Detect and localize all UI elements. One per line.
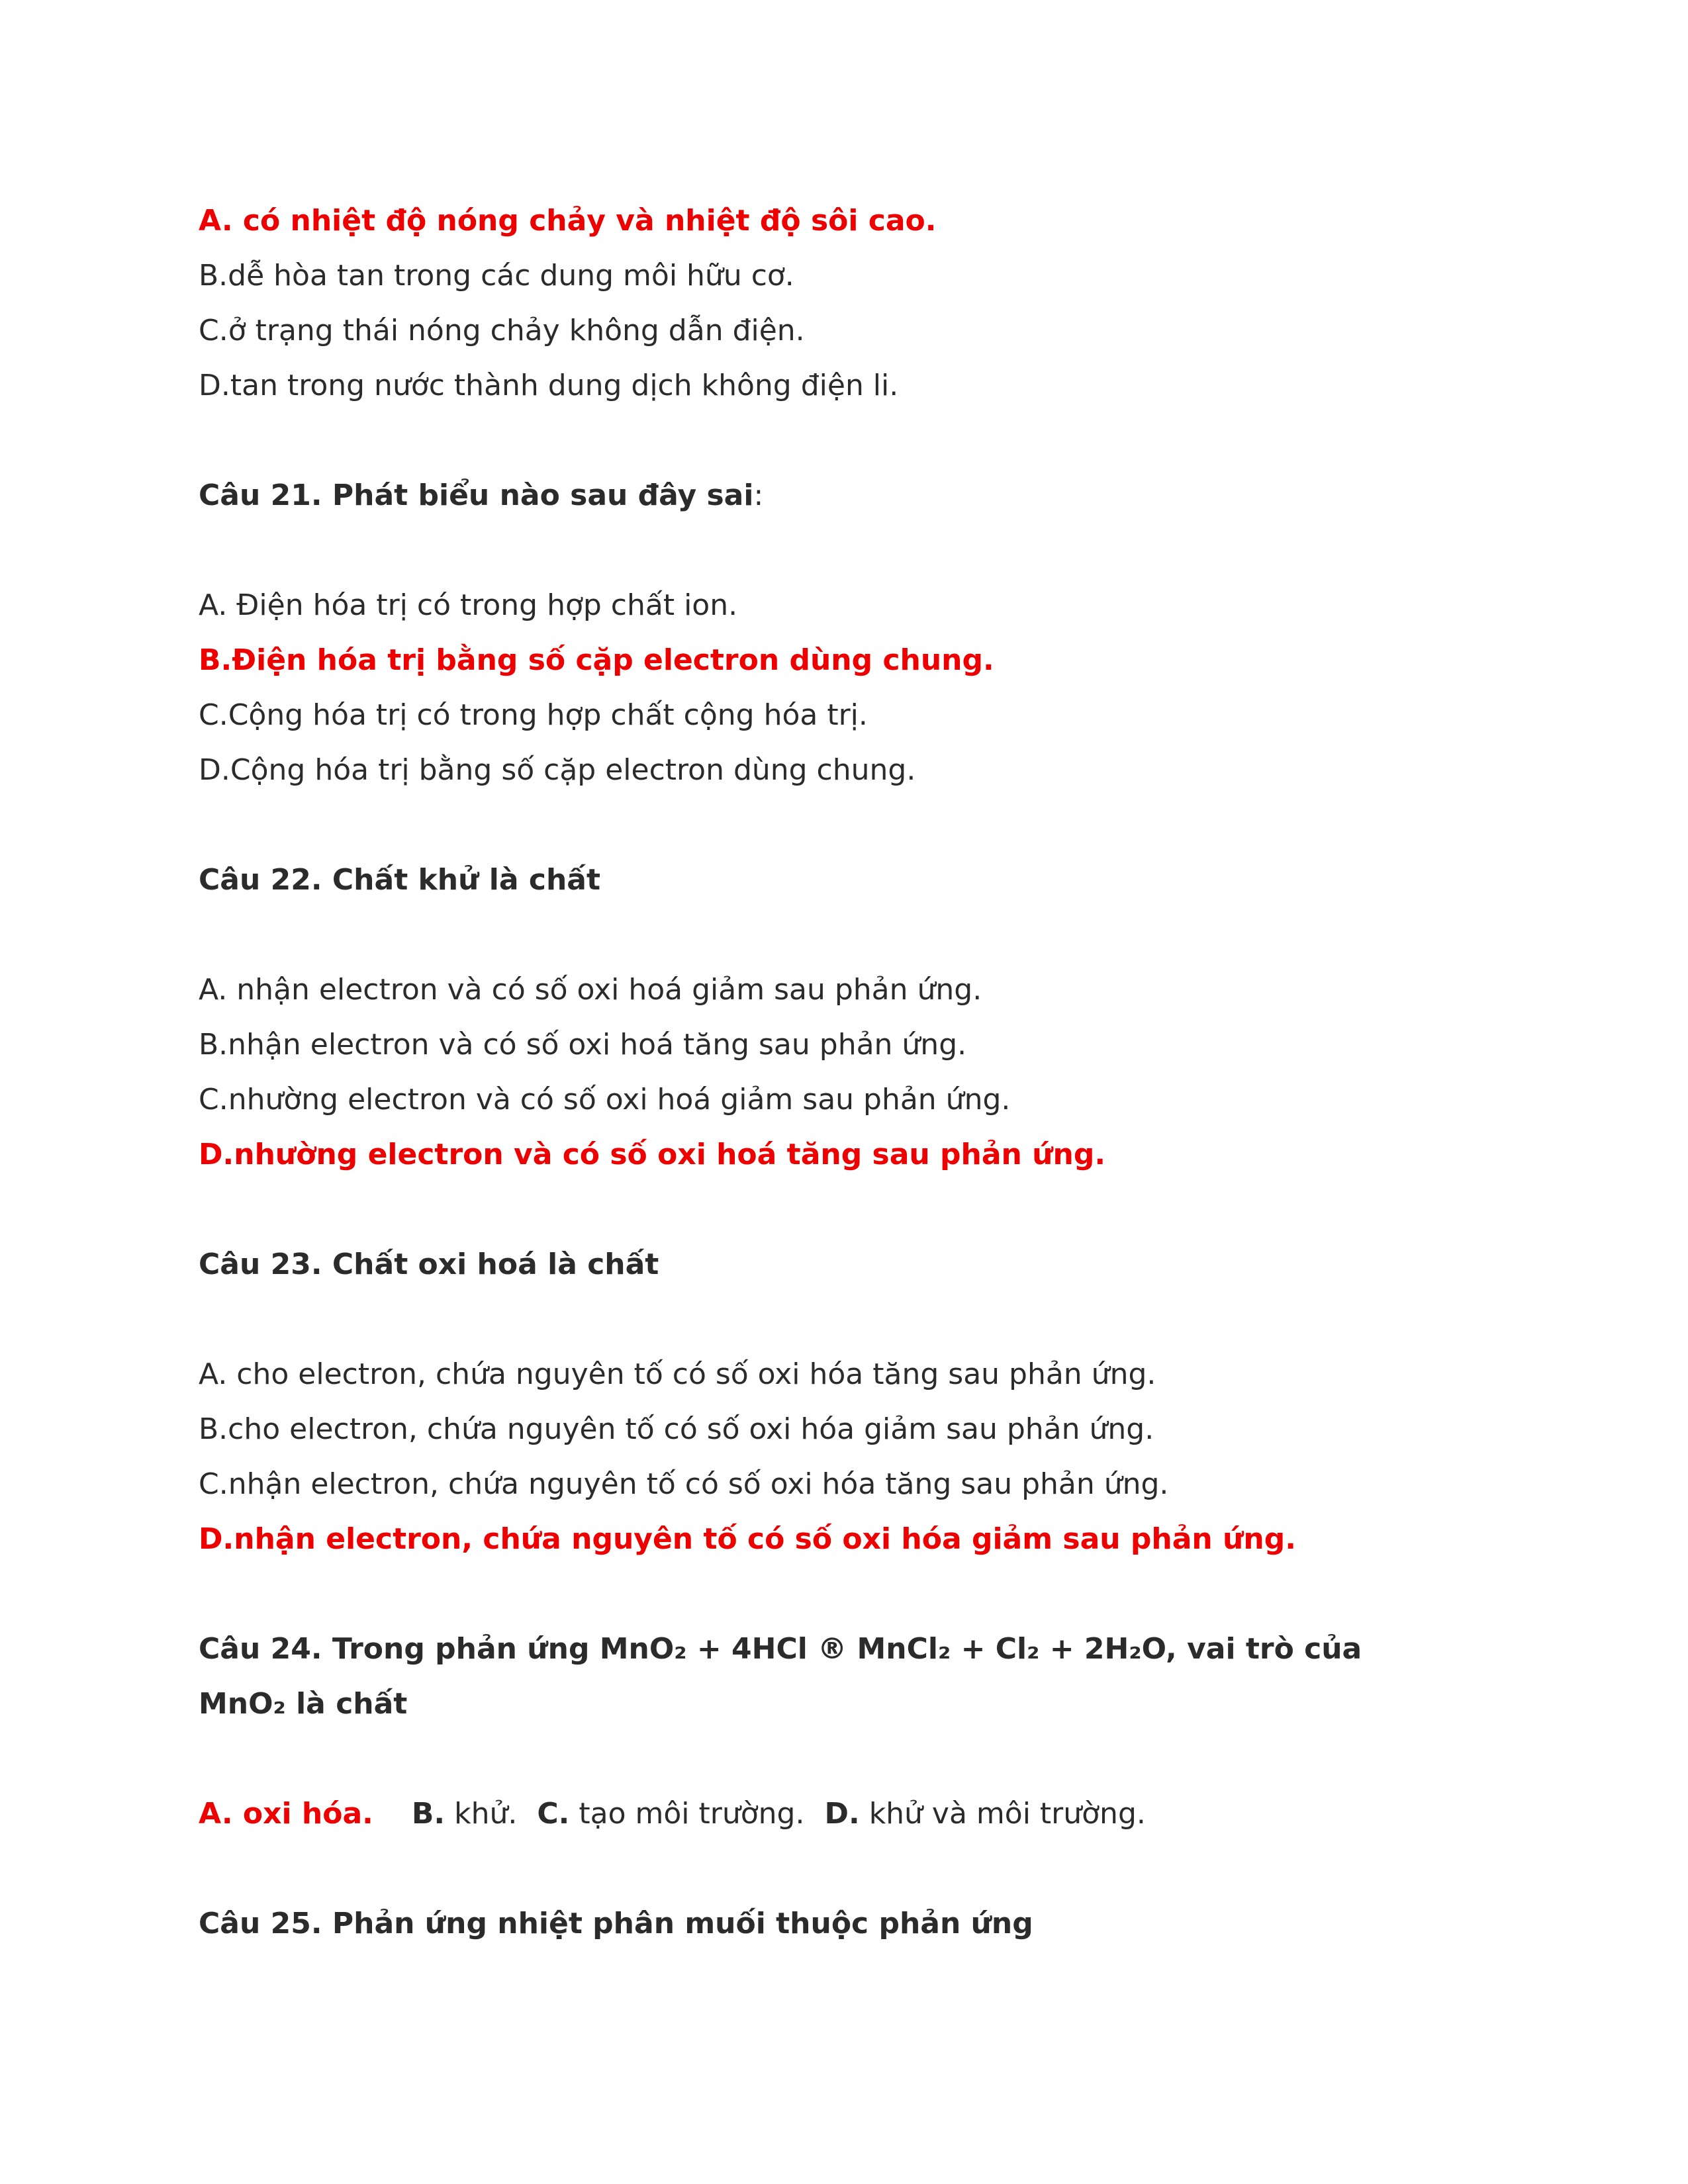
prev-option-d: D.tan trong nước thành dung dịch không điện li.	[199, 369, 899, 402]
question-24-options-row	[199, 1786, 1489, 1841]
question-22-option-a: A. nhận electron và có số oxi hoá giảm sau phản ứng.	[199, 973, 982, 1007]
spacer	[199, 797, 1489, 852]
question-24-title-line-1: Câu 24. Trong phản ứng MnO₂ + 4HCl ® MnCl₂ + Cl₂ + 2H₂O, vai trò của	[199, 1632, 1362, 1666]
spacer	[199, 907, 1489, 962]
spacer	[199, 1567, 1489, 1621]
question-21-option-d: D.Cộng hóa trị bằng số cặp electron dùng chung.	[199, 753, 916, 787]
question-21-title-text: Câu 21. Phát biểu nào sau đây sai	[199, 478, 754, 512]
question-22-option-d-correct: D.nhường electron và có số oxi hoá tăng sau phản ứng.	[199, 1138, 1106, 1171]
question-23-option-c: C.nhận electron, chứa nguyên tố có số oxi hóa tăng sau phản ứng.	[199, 1467, 1169, 1501]
spacer	[199, 1292, 1489, 1347]
spacer	[199, 523, 1489, 578]
spacer	[199, 1731, 1489, 1786]
prev-option-b: B.dễ hòa tan trong các dung môi hữu cơ.	[199, 259, 794, 293]
prev-option-c: C.ở trạng thái nóng chảy không dẫn điện.	[199, 314, 805, 347]
question-21-title-colon: :	[753, 478, 764, 512]
question-23-option-d-correct: D.nhận electron, chứa nguyên tố có số oxi hóa giảm sau phản ứng.	[199, 1522, 1296, 1556]
question-21-option-c: C.Cộng hóa trị có trong hợp chất cộng hóa trị.	[199, 698, 868, 732]
question-23-option-a: A. cho electron, chứa nguyên tố có số oxi hóa tăng sau phản ứng.	[199, 1357, 1156, 1391]
question-25-title: Câu 25. Phản ứng nhiệt phân muối thuộc phản ứng	[199, 1907, 1033, 1940]
question-23-option-b: B.cho electron, chứa nguyên tố có số oxi hóa giảm sau phản ứng.	[199, 1412, 1154, 1446]
spacer	[199, 1182, 1489, 1237]
question-24-option-c-text: tạo môi trường.	[569, 1797, 805, 1831]
question-24-option-b-letter: B.	[411, 1797, 445, 1831]
question-22-option-b: B.nhận electron và có số oxi hoá tăng sau phản ứng.	[199, 1028, 967, 1062]
prev-option-a-correct: A. có nhiệt độ nóng chảy và nhiệt độ sôi cao.	[199, 204, 937, 238]
question-21-title	[199, 468, 1489, 523]
question-22-title: Câu 22. Chất khử là chất	[199, 863, 600, 897]
spacer	[199, 1841, 1489, 1896]
question-24-option-d-text: khử và môi trường.	[859, 1797, 1146, 1831]
question-24-option-a-correct: A. oxi hóa.	[199, 1797, 373, 1831]
question-21-option-b-correct: B.Điện hóa trị bằng số cặp electron dùng chung.	[199, 643, 994, 677]
question-24-title-line-2: MnO₂ là chất	[199, 1687, 408, 1721]
question-24-option-d-letter: D.	[824, 1797, 860, 1831]
document-content	[199, 193, 1489, 1951]
question-22-option-c: C.nhường electron và có số oxi hoá giảm sau phản ứng.	[199, 1083, 1011, 1116]
spacer	[199, 413, 1489, 468]
question-24-option-b-text: khử.	[445, 1797, 518, 1831]
question-23-title: Câu 23. Chất oxi hoá là chất	[199, 1248, 659, 1281]
question-21-option-a: A. Điện hóa trị có trong hợp chất ion.	[199, 588, 738, 622]
question-24-option-c-letter: C.	[537, 1797, 570, 1831]
